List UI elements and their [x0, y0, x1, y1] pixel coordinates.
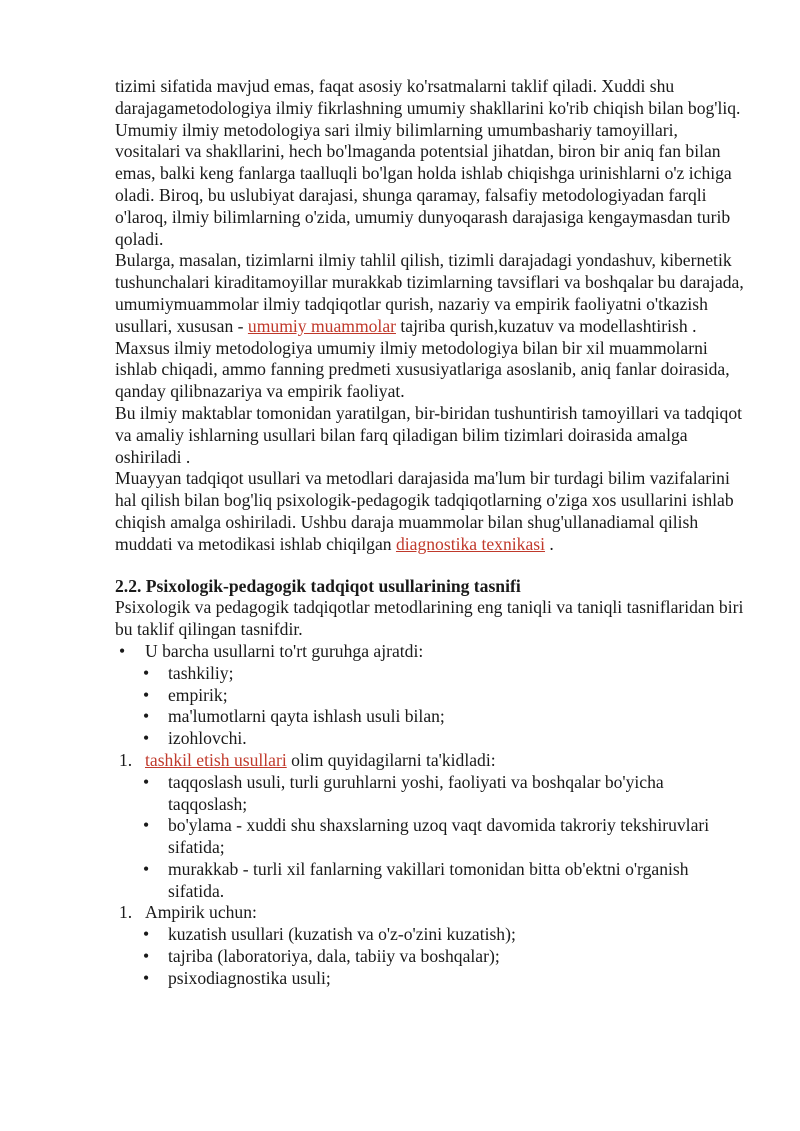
- list-item: • tajriba (laboratoriya, dala, tabiiy va boshqalar);: [115, 946, 745, 968]
- paragraph: Maxsus ilmiy metodologiya umumiy ilmiy metodologiya bilan bir xil muammolarni ishlab chiqadi, ammo fanning predmeti xususiyatlariga asoslanib, aniq fanlar doirasida, qanday qilibnazariya va empirik faoliyat.: [115, 337, 730, 402]
- item-text: olim quyidagilarni ta'kidladi:: [286, 749, 496, 770]
- paragraph-text: Bularga, masalan, tizimlarni ilmiy tahlil qilish, tizimli darajadagi yondashuv, kibernetik tushunchalari kiraditamoyillar murakkab tizimlarning tavsiflari va boshqalar bu darajada, umumiymuammolar ilmiy tadqiqotlar qurish, nazariy va empirik faoliyatni o'tkazish usullari, xususan -: [115, 250, 744, 336]
- link-tashkil-etish-usullari[interactable]: tashkil etish usullari: [145, 749, 287, 770]
- document-page: [115, 76, 745, 990]
- paragraph: tizimi sifatida mavjud emas, faqat asosiy ko'rsatmalarni taklif qiladi. Xuddi shu darajagametodologiya ilmiy fikrlashning umumiy shakllarini ko'rib chiqish bilan bog'liq.: [115, 76, 741, 118]
- method-list: [115, 641, 745, 990]
- list-item: • bo'ylama - xuddi shu shaxslarning uzoq vaqt davomida takroriy tekshiruvlari sifatida;: [115, 815, 745, 859]
- item-number: 1.: [119, 902, 133, 923]
- paragraph: [115, 468, 745, 555]
- link-umumiy-muammolar[interactable]: umumiy muammolar: [247, 315, 396, 336]
- paragraph-text: .: [545, 533, 554, 554]
- item-text: Ampirik uchun:: [145, 902, 257, 923]
- list-item: • empirik;: [115, 685, 745, 707]
- paragraph: [115, 250, 745, 337]
- paragraph: Bu ilmiy maktablar tomonidan yaratilgan, bir-biridan tushuntirish tamoyillari va tadqiqot va amaliy ishlarning usullari bilan farq qiladigan bilim tizimlari doirasida amalga oshiriladi .: [115, 402, 743, 467]
- list-item: • kuzatish usullari (kuzatish va o'z-o'zini kuzatish);: [115, 924, 745, 946]
- numbered-item-empirical: [115, 902, 745, 924]
- list-item: • ma'lumotlarni qayta ishlash usuli bilan;: [115, 706, 745, 728]
- list-item: • psixodiagnostika usuli;: [115, 968, 745, 990]
- item-number: 1.: [119, 749, 133, 770]
- paragraph-text: tajriba qurish,kuzatuv va modellashtirish .: [395, 315, 697, 336]
- section-intro: Psixologik va pedagogik tadqiqotlar metodlarining eng taniqli va taniqli tasniflaridan biri bu taklif qilingan tasnifdir.: [115, 597, 744, 640]
- list-item: • murakkab - turli xil fanlarning vakillari tomonidan bitta ob'ektni o'rganish sifatida.: [115, 859, 745, 903]
- list-item: • taqqoslash usuli, turli guruhlarni yoshi, faoliyati va boshqalar bo'yicha taqqoslash;: [115, 772, 745, 816]
- paragraph: Umumiy ilmiy metodologiya sari ilmiy bilimlarning umumbashariy tamoyillari, vositalari va shakllarini, hech bo'lmaganda potentsial jihatdan, biron bir aniq fan bilan emas, balki keng fanlarga taalluqli bo'lgan holda ishlab chiqishga urinishlarni o'z ichiga oladi. Biroq, bu uslubiyat darajasi, shunga qaramay, falsafiy metodologiyadan farqli o'laroq, ilmiy bilimlarning o'zida, umumiy dunyoqarash darajasiga kengaymasdan turib qoladi.: [115, 119, 732, 249]
- link-diagnostika-texnikasi[interactable]: diagnostika texnikasi: [395, 533, 546, 554]
- numbered-item-organizational: [115, 750, 745, 772]
- paragraph-text: Muayyan tadqiqot usullari va metodlari darajasida ma'lum bir turdagi bilim vazifalarini hal qilish bilan bog'liq psixologik-pedagogik tadqiqotlarning o'ziga xos usullarini ishlab chiqish amalga oshiriladi. Ushbu daraja muammolar bilan shug'ullanadiamal qilish muddati va metodikasi ishlab chiqilgan: [115, 468, 734, 554]
- list-item: • tashkiliy;: [115, 663, 745, 685]
- list-item: • izohlovchi.: [115, 728, 745, 750]
- section-heading: 2.2. Psixologik-pedagogik tadqiqot usullarining tasnifi: [115, 575, 521, 596]
- list-item: • U barcha usullarni to'rt guruhga ajratdi:: [115, 641, 745, 663]
